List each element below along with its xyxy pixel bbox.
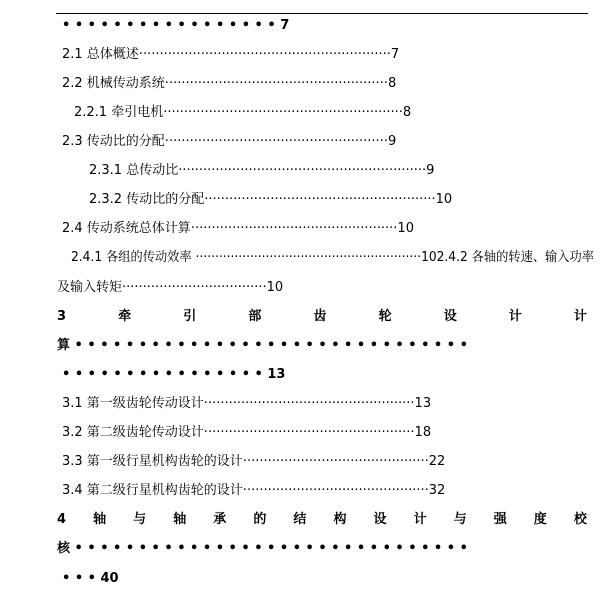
toc-chapter-3-char: 计 (508, 309, 522, 324)
toc-chapter-4-char: 4 (57, 512, 67, 527)
toc-chapter-4-char: 轴 (173, 512, 187, 527)
toc-chapter-4-char: 结 (293, 512, 307, 527)
toc-entry-2-4-continuation[interactable]: 及输入转矩···································10 (57, 280, 284, 295)
toc-chapter-4-char: 度 (533, 512, 547, 527)
toc-chapter-4-char: 与 (133, 512, 147, 527)
toc-entry-2-1[interactable]: 2.1 总体概述·····························································7 (62, 47, 400, 62)
toc-entry-3-3[interactable]: 3.3 第一级行星机构齿轮的设计·············································22 (62, 454, 446, 469)
toc-entry-2-3[interactable]: 2.3 传动比的分配······················································9 (62, 134, 397, 149)
toc-chapter-4-char: 构 (333, 512, 347, 527)
toc-chapter-3-char: 设 (443, 309, 457, 324)
toc-chapter-3-char: 引 (183, 309, 197, 324)
toc-chapter-4-char: 计 (413, 512, 427, 527)
toc-chapter-3-char: 齿 (313, 309, 327, 324)
toc-chapter-3-dots-page: • • • • • • • • • • • • • • • • 13 (62, 367, 286, 382)
toc-entry-2-4-1[interactable]: 2.4.1 各组的传动效率 ··························································102.4.2 各轴的转速、输入功率 (71, 250, 594, 265)
toc-chapter-3-heading[interactable] (57, 308, 587, 326)
toc-chapter-4-char: 的 (253, 512, 267, 527)
toc-chapter-4-heading[interactable] (57, 511, 587, 529)
toc-entry-3-1[interactable]: 3.1 第一级齿轮传动设计···················································13 (62, 396, 432, 411)
toc-entry-2-3-2[interactable]: 2.3.2 传动比的分配························································10 (89, 192, 453, 207)
toc-chapter-4-char: 校 (573, 512, 587, 527)
toc-chapter-4-dots: 核 • • • • • • • • • • • • • • • • • • • • • • • • • • • • • • • (57, 541, 468, 556)
toc-line-dots-7: • • • • • • • • • • • • • • • • • 7 (62, 18, 290, 33)
toc-chapter-4-char: 强 (493, 512, 507, 527)
toc-entry-3-4[interactable]: 3.4 第二级行星机构齿轮的设计·············································32 (62, 483, 446, 498)
toc-chapter-4-char: 设 (373, 512, 387, 527)
toc-chapter-3-char: 3 (57, 309, 67, 324)
toc-chapter-3-char: 牵 (118, 309, 132, 324)
toc-chapter-4-char: 与 (453, 512, 467, 527)
toc-chapter-4-char: 承 (213, 512, 227, 527)
toc-chapter-4-char: 轴 (93, 512, 107, 527)
toc-chapter-4-dots-page: • • • 40 (62, 571, 119, 586)
toc-entry-3-2[interactable]: 3.2 第二级齿轮传动设计···················································18 (62, 425, 432, 440)
toc-entry-2-2-1[interactable]: 2.2.1 牵引电机··························································8 (74, 105, 412, 120)
toc-chapter-3-char: 轮 (378, 309, 392, 324)
header-rule (56, 13, 588, 14)
toc-chapter-3-char: 部 (248, 309, 262, 324)
toc-chapter-3-char: 计 (573, 309, 587, 324)
toc-entry-2-4[interactable]: 2.4 传动系统总体计算··················································10 (62, 221, 414, 236)
toc-entry-2-2[interactable]: 2.2 机械传动系统······················································8 (62, 76, 397, 91)
toc-chapter-3-dots: 算 • • • • • • • • • • • • • • • • • • • • • • • • • • • • • • • (57, 338, 468, 353)
toc-entry-2-3-1[interactable]: 2.3.1 总传动比····························································9 (89, 163, 435, 178)
